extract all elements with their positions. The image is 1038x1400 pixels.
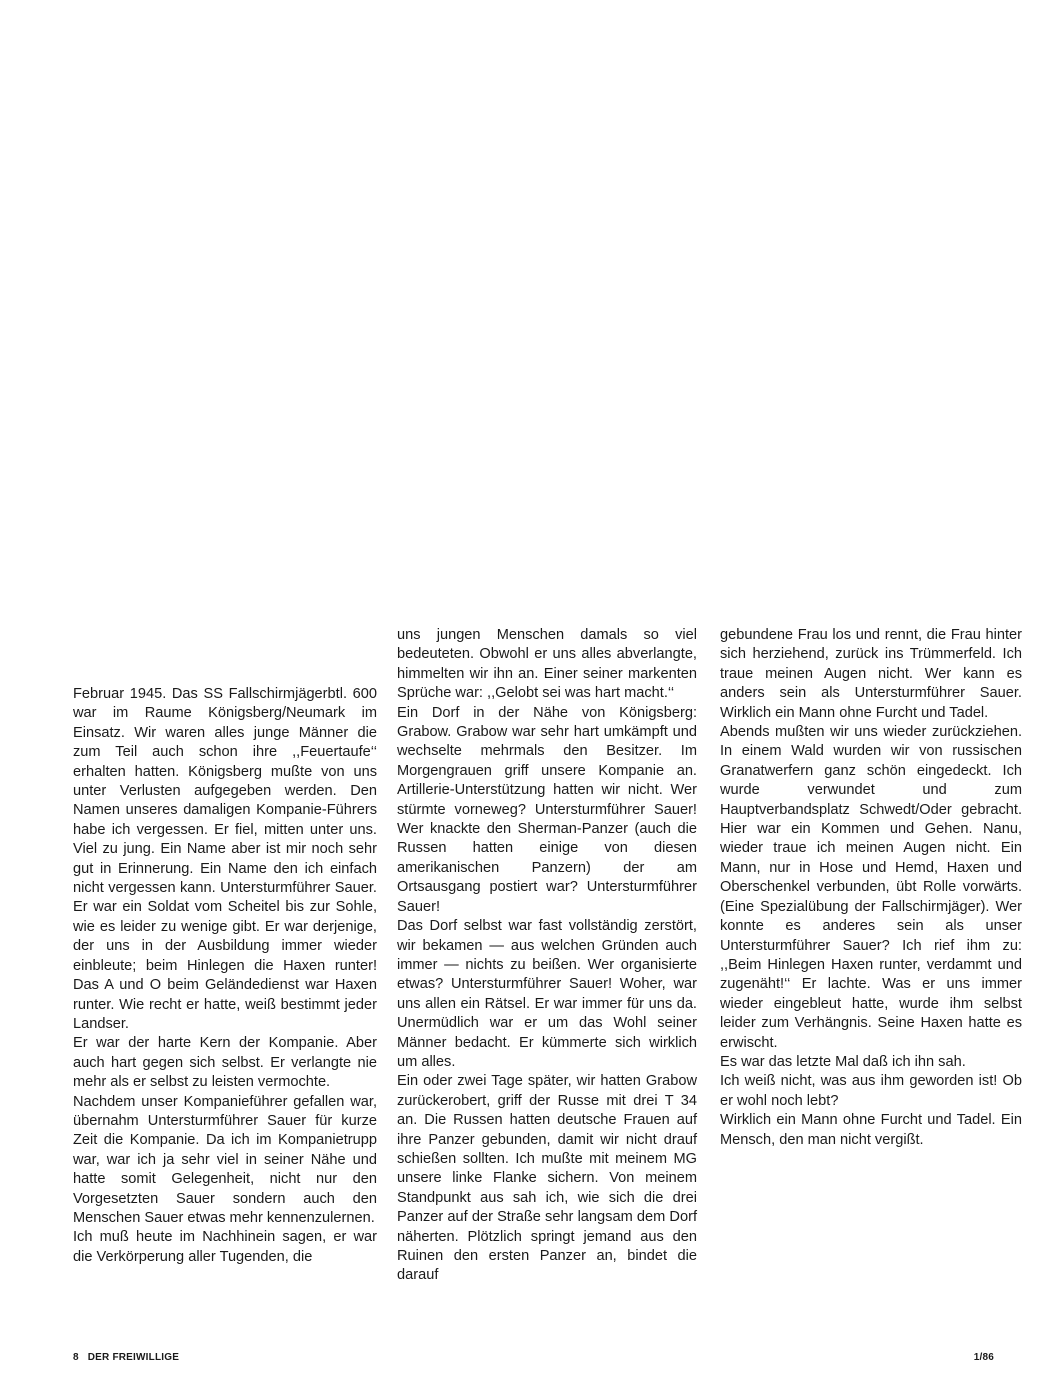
paragraph: gebundene Frau los und rennt, die Frau hinter sich herziehend, zurück ins Trümmerfeld. Ich traue meinen Augen nicht. Wer kann es anders sein als Untersturmführer Sauer. Wirklich ein Mann ohne Furcht und Tadel. <box>720 627 1022 721</box>
paragraph: Februar 1945. Das SS Fallschirmjägerbtl. 600 war im Raume Königsberg/Neumark im Einsatz. Wir waren alles junge Männer die zum Teil auch schon ihre ,,Feuertaufe‘‘ erhalten hatten. Königsberg mußte von uns unter Verlusten aufgegeben werden. Den Namen unseres damaligen Kompanie-Führers habe ich vergessen. Er fiel, mitten unter uns. Viel zu jung. Ein Name aber ist mir noch sehr gut in Erinnerung. Ein Name den ich einfach nicht vergessen kann. Untersturmführer Sauer. Er war ein Soldat vom Scheitel bis zur Sohle, wie es leider zu wenige gibt. Er war derjenige, der uns in der Ausbildung immer wieder einbleute; beim Hinlegen die Haxen runter! Das A und O beim Geländedienst war Haxen runter. Wie recht er hatte, weiß bestimmt jeder Landser. <box>73 686 377 1032</box>
paragraph: Nachdem unser Kompanieführer gefallen war, übernahm Untersturmführer Sauer für kurze Zeit die Kompanie. Da ich im Kompanietrupp war, war ich ja sehr viel in seiner Nähe und hatte somit Gelegenheit, nicht nur den Vorgesetzten Sauer sondern auch den Menschen Sauer etwas mehr kennenzulernen. <box>73 1093 377 1226</box>
paragraph: Ein oder zwei Tage später, wir hatten Grabow zurückerobert, griff der Russe mit drei T 34 an. Die Russen hatten deutsche Frauen auf ihre Panzer gebunden, damit wir nicht drauf schießen sollten. Ich mußte mit meinem MG unsere linke Flanke sichern. Von meinem Standpunkt aus sah ich, wie sich die drei Panzer auf der Straße sehr langsam dem Dorf näherten. Plötzlich springt jemand aus den Ruinen den ersten Panzer an, bindet die darauf <box>397 1073 697 1284</box>
paragraph: Das Dorf selbst war fast vollständig zerstört, wir bekamen — aus welchen Gründen auch immer — nichts zu beißen. Wer organisierte etwas? Untersturmführer Sauer! Woher, war uns allen ein Rätsel. Er war immer für uns da. Unermüdlich war er um das Wohl seiner Männer bedacht. Er kümmerte sich wirklich um alles. <box>397 918 697 1070</box>
article-column-1 <box>73 685 377 1267</box>
publication-name: DER FREIWILLIGE <box>87 1352 180 1363</box>
paragraph: Ich weiß nicht, was aus ihm geworden ist! Ob er wohl noch lebt? <box>720 1073 1022 1109</box>
paragraph: Es war das letzte Mal daß ich ihn sah. <box>720 1053 966 1070</box>
issue-number: 1/86 <box>973 1352 994 1363</box>
paragraph: Wirklich ein Mann ohne Furcht und Tadel. Ein Mensch, den man nicht vergißt. <box>720 1112 1022 1148</box>
article-column-3 <box>720 626 1022 1150</box>
paragraph: Ein Dorf in der Nähe von Königsberg: Grabow. Grabow war sehr hart umkämpft und wechselte mehrmals den Besitzer. Im Morgengrauen griff unsere Kompanie an. Artillerie-Unterstützung hatten wir nicht. Wer stürmte vorneweg? Untersturmführer Sauer! Wer knackte den Sherman-Panzer (auch die Russen hatten einige von diesen amerikanischen Panzern) der am Ortsausgang postiert war? Untersturmführer Sauer! <box>397 704 697 915</box>
page-number: 8 <box>73 1352 79 1363</box>
article-column-2 <box>397 626 697 1286</box>
footer-left <box>73 1352 179 1363</box>
paragraph: Er war der harte Kern der Kompanie. Aber auch hart gegen sich selbst. Er verlangte nie mehr als er selbst zu leisten vermochte. <box>73 1035 377 1091</box>
paragraph: Ich muß heute im Nachhinein sagen, er war die Verkörperung aller Tugenden, die <box>73 1229 377 1265</box>
paragraph: Abends mußten wir uns wieder zurückziehen. In einem Wald wurden wir von russischen Granatwerfern ganz schön eingedeckt. Ich wurde verwundet und zum Hauptverbandsplatz Schwedt/Oder gebracht. Hier war ein Kommen und Gehen. Nanu, wieder traue ich meinen Augen nicht. Ein Mann, nur in Hose und Hemd, Haxen und Oberschenkel verbunden, übt Rolle vorwärts. (Eine Spezialübung der Fallschirmjäger). Wer konnte es anderes sein als unser Untersturmführer Sauer? Ich rief ihm zu: ,,Beim Hinlegen Haxen runter, verdammt und zugenäht!‘‘ Er lachte. Was er uns immer wieder eingebleut hatte, wurde ihm selbst leider zum Verhängnis. Seine Haxen hatte es erwischt. <box>720 724 1022 1051</box>
paragraph: uns jungen Menschen damals so viel bedeuteten. Obwohl er uns alles abverlangte, himmelten wir ihn an. Einer seiner markenten Sprüche war: ,,Gelobt sei was hart macht.‘‘ <box>397 627 697 702</box>
